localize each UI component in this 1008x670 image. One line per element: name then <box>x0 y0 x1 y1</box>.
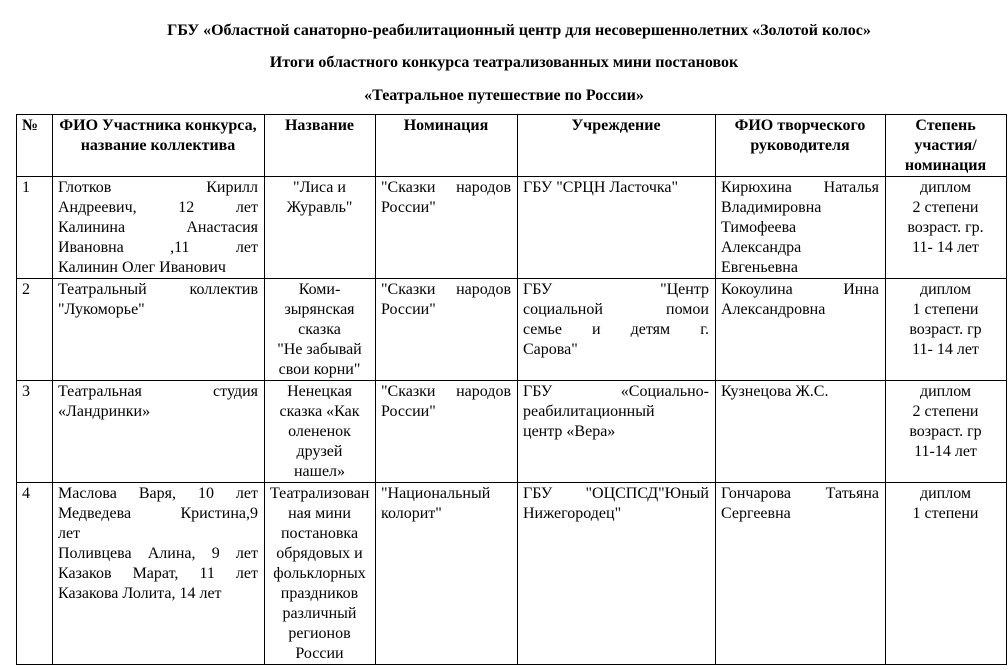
column-header-institution: Учреждение <box>518 115 716 177</box>
cell-line: возраст. гр <box>909 423 982 440</box>
leader-cell <box>716 177 886 279</box>
table-header-row <box>17 115 1007 177</box>
cell-line: Маслова Варя, 10 лет <box>58 485 258 502</box>
cell-line: ГБУ "Центр <box>523 281 709 298</box>
leader-cell <box>716 279 886 381</box>
cell-line: России" <box>381 403 436 420</box>
cell-line: возраст. гр <box>909 321 982 338</box>
row-number: 1 <box>17 177 53 279</box>
cell-line: 11- 14 лет <box>912 239 979 256</box>
cell-line: ГБУ "СРЦН Ласточка" <box>523 179 679 196</box>
institution-cell <box>518 279 716 381</box>
cell-line: Ненецкая <box>287 383 352 400</box>
cell-line: обрядовых и <box>276 545 363 562</box>
participant-cell <box>53 381 265 483</box>
cell-line: Сарова" <box>523 341 578 358</box>
institution-cell <box>518 177 716 279</box>
cell-line: регионов <box>288 625 351 642</box>
column-header-participant: ФИО Участника конкурса, название коллектива <box>53 115 265 177</box>
institution-cell <box>518 381 716 483</box>
cell-line: «Ландринки» <box>58 403 151 420</box>
cell-line: Медведева Кристина,9 <box>58 505 258 522</box>
cell-line: Сергеевна <box>721 505 791 522</box>
cell-line: "Сказки народов <box>381 383 511 400</box>
cell-line: диплом <box>919 485 972 502</box>
column-header-leader: ФИО творческого руководителя <box>716 115 886 177</box>
cell-line: Театральный коллектив <box>58 281 258 298</box>
cell-line: друзей <box>296 443 343 460</box>
row-number: 4 <box>17 483 53 665</box>
cell-line: "Сказки народов <box>381 179 511 196</box>
cell-line: свои корни" <box>278 361 361 378</box>
cell-line: праздников <box>280 585 359 602</box>
cell-line: сказка «Как <box>279 403 360 420</box>
cell-line: Евгеньевна <box>721 259 798 276</box>
cell-line: "Лиса и <box>293 179 346 196</box>
title-cell <box>265 279 376 381</box>
cell-line: ГБУ «Социально- <box>523 383 709 400</box>
cell-line: Коми- <box>298 281 341 298</box>
cell-line: возраст. гр. <box>907 219 984 236</box>
cell-line: нашел» <box>293 463 346 480</box>
title-cell <box>265 381 376 483</box>
cell-line: лет <box>58 525 81 542</box>
table-row <box>17 483 1007 665</box>
cell-line: различный <box>282 605 357 622</box>
cell-line: Кузнецова Ж.С. <box>721 383 829 400</box>
cell-line: 1 степени <box>912 301 979 318</box>
institution-cell <box>518 483 716 665</box>
leader-cell <box>716 381 886 483</box>
cell-line: России <box>295 645 344 662</box>
nomination-cell <box>376 279 518 381</box>
cell-line: "Не забывай <box>277 341 362 358</box>
cell-line: 2 степени <box>912 403 979 420</box>
cell-line: Глотков Кирилл <box>58 179 258 196</box>
table-row <box>17 177 1007 279</box>
cell-line: Андреевич, 12 лет <box>58 199 258 216</box>
award-cell <box>886 177 1007 279</box>
award-cell <box>886 483 1007 665</box>
award-cell <box>886 279 1007 381</box>
results-table <box>16 114 1007 665</box>
column-header-nomination: Номинация <box>376 115 518 177</box>
cell-line: Александровна <box>721 301 826 318</box>
award-cell <box>886 381 1007 483</box>
cell-line: "Национальный <box>381 485 491 502</box>
participant-cell <box>53 279 265 381</box>
table-row <box>17 279 1007 381</box>
cell-line: диплом <box>919 281 972 298</box>
cell-line: "Лукоморье" <box>58 301 145 318</box>
contest-results-title: Итоги областного конкурса театрализованных мини постановок <box>269 54 739 71</box>
cell-line: России" <box>381 199 436 216</box>
row-number: 3 <box>17 381 53 483</box>
cell-line: 2 степени <box>912 199 979 216</box>
leader-cell <box>716 483 886 665</box>
cell-line: зырянская <box>284 301 355 318</box>
cell-line: 11-14 лет <box>914 443 977 460</box>
organization-title: ГБУ «Областной санаторно-реабилитационный центр для несовершеннолетних «Золотой колос» <box>167 22 871 39</box>
cell-line: ная мини <box>288 505 351 522</box>
contest-name: «Театральное путешествие по России» <box>364 87 644 104</box>
cell-line: 11- 14 лет <box>912 341 979 358</box>
cell-line: Театральная студия <box>58 383 258 400</box>
cell-line: постановка <box>280 525 359 542</box>
cell-line: "Сказки народов <box>381 281 511 298</box>
cell-line: ГБУ "ОЦСПСД"Юный <box>523 485 709 502</box>
cell-line: Гончарова Татьяна <box>721 485 879 502</box>
cell-line: социальной помои <box>523 301 709 318</box>
cell-line: России" <box>381 301 436 318</box>
cell-line: Александра <box>721 239 802 256</box>
nomination-cell <box>376 177 518 279</box>
cell-line: диплом <box>919 383 972 400</box>
column-header-title: Название <box>265 115 376 177</box>
cell-line: Журавль" <box>286 199 353 216</box>
cell-line: Театрализован <box>270 485 370 502</box>
cell-line: центр «Вера» <box>523 423 616 440</box>
cell-line: Калинин Олег Иванович <box>58 259 226 276</box>
cell-line: Кирюхина Наталья <box>721 179 879 196</box>
participant-cell <box>53 483 265 665</box>
cell-line: Казаков Марат, 11 лет <box>58 565 258 582</box>
row-number: 2 <box>17 279 53 381</box>
nomination-cell <box>376 483 518 665</box>
cell-line: Нижегородец" <box>523 505 622 522</box>
cell-line: колорит" <box>381 505 442 522</box>
cell-line: семье и детям г. <box>523 321 709 338</box>
cell-line: олененок <box>288 423 351 440</box>
table-row <box>17 381 1007 483</box>
nomination-cell <box>376 381 518 483</box>
cell-line: реабилитационный <box>523 403 655 420</box>
cell-line: Калинина Анастасия <box>58 219 258 236</box>
title-cell <box>265 177 376 279</box>
cell-line: сказка <box>298 321 341 338</box>
participant-cell <box>53 177 265 279</box>
cell-line: Ивановна ,11 лет <box>58 239 258 256</box>
cell-line: Владимировна <box>721 199 822 216</box>
cell-line: Казакова Лолита, 14 лет <box>58 585 222 602</box>
cell-line: 1 степени <box>912 505 979 522</box>
cell-line: Кокоулина Инна <box>721 281 879 298</box>
cell-line: фольклорных <box>273 565 366 582</box>
title-cell <box>265 483 376 665</box>
column-header-number: № <box>17 115 53 177</box>
column-header-award: Степень участия/ номинация <box>886 115 1007 177</box>
cell-line: Поливцева Алина, 9 лет <box>58 545 258 562</box>
cell-line: диплом <box>919 179 972 196</box>
cell-line: Тимофеева <box>721 219 797 236</box>
